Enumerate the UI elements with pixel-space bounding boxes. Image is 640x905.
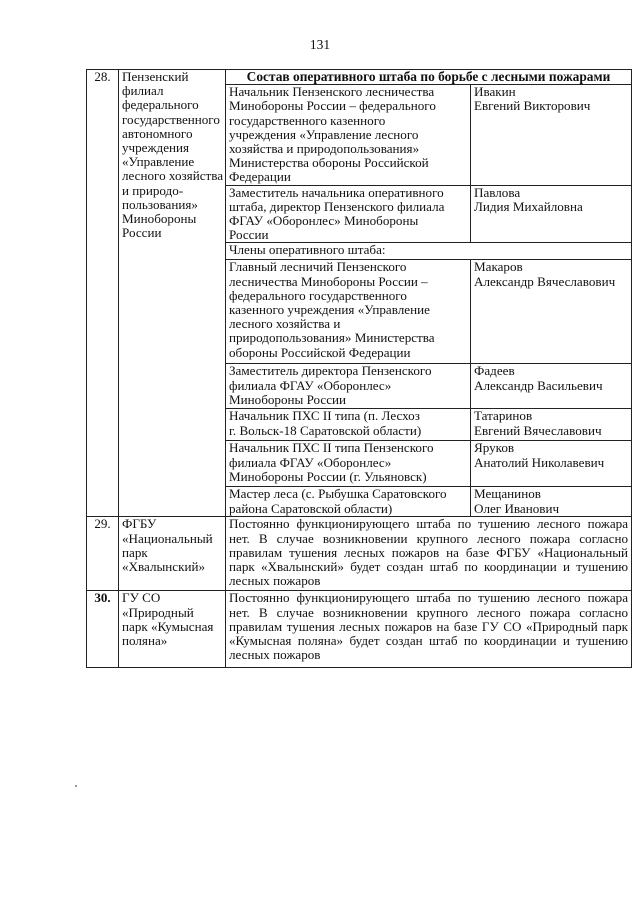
text-line: Заместитель директора Пензенского (229, 363, 432, 379)
text-line: Александр Вячеславович (474, 273, 616, 289)
text-line: России (122, 225, 162, 241)
text-line: Татаринов (474, 408, 533, 424)
text-line: автономного (122, 125, 193, 141)
name-cell (471, 185, 632, 243)
text-line: филиал (122, 83, 164, 99)
text-line: и природо- (122, 182, 184, 198)
text-line: федерального государственного (229, 287, 407, 303)
text-line: Мещанинов (474, 486, 541, 502)
text-line: Александр Васильевич (474, 377, 603, 393)
text-line: хозяйства и природопользования» (229, 141, 420, 157)
page-number: 131 (309, 37, 331, 52)
scan-artifact (75, 785, 77, 787)
text-line: Министерства обороны Российской (229, 155, 429, 171)
text-line: филиала ФГАУ «Оборонлес» (229, 377, 392, 393)
text-line: «Управление (122, 154, 195, 170)
name-cell (471, 441, 632, 487)
text-line: Фадеев (474, 363, 515, 379)
position-cell (226, 409, 471, 441)
table-row (87, 70, 632, 85)
text-line: «Национальный (122, 530, 213, 546)
text-line: Главный лесничий Пензенского (229, 259, 407, 275)
text-line: Павлова (474, 184, 521, 200)
text-line: лесничества Минобороны России – (229, 273, 428, 289)
position-cell (226, 260, 471, 364)
text-line: ФГБУ (122, 516, 157, 532)
organization-cell (119, 70, 226, 517)
position-cell (226, 487, 471, 517)
text-line: казенного учреждения «Управление (229, 302, 430, 318)
text-line: Евгений Вячеславович (474, 422, 602, 438)
text-line: Минобороны России (229, 391, 347, 407)
text-line: Ивакин (474, 84, 516, 100)
text-line: Минобороны (122, 211, 197, 227)
text-line: Макаров (474, 259, 523, 275)
text-line: г. Вольск-18 Саратовской области) (229, 422, 422, 438)
text-line: «Природный (122, 604, 194, 620)
text-line: федерального (122, 97, 199, 113)
text-line: пользования» (122, 196, 198, 212)
text-line: обороны Российской Федерации (229, 344, 411, 360)
row-number: 28. (87, 70, 119, 517)
text-line: государственного (122, 111, 220, 127)
name-cell (471, 85, 632, 185)
name-cell (471, 260, 632, 364)
text-line: Евгений Викторович (474, 98, 591, 114)
table-row (87, 591, 632, 668)
text-line: Лидия Михайловна (474, 198, 583, 214)
text-line: Пензенский (122, 69, 189, 84)
text-line: штаба, директор Пензенского филиала (229, 198, 445, 214)
position-cell (226, 441, 471, 487)
organization-cell (119, 517, 226, 591)
text-line: Начальник ПХС II типа (п. Лесхоз (229, 408, 420, 424)
text-line: парк (122, 544, 148, 560)
description-cell: Постоянно функционирующего штаба по тушению лесного пожара нет. В случае возникновении крупного лесного пожара согласно правилам тушения лесных пожаров на базе ФГБУ «Национальный парк «Хвалынский» будет создан штаб по координации и тушению лесных пожаров (226, 517, 632, 591)
text-line: России (229, 227, 269, 243)
fire-staff-table (86, 69, 632, 668)
text-line: лесного хозяйства и (229, 316, 341, 332)
text-line: ФГАУ «Оборонлес» Минобороны (229, 213, 419, 229)
members-label: Члены оперативного штаба: (226, 243, 632, 260)
text-line: Олег Иванович (474, 500, 560, 516)
text-line: Мастер леса (с. Рыбушка Саратовского (229, 486, 447, 502)
staff-composition-header: Состав оперативного штаба по борьбе с лесными пожарами (226, 70, 632, 85)
name-cell (471, 364, 632, 409)
text-line: филиала ФГАУ «Оборонлес» (229, 454, 392, 470)
position-cell (226, 185, 471, 243)
text-line: Начальник ПХС II типа Пензенского (229, 440, 434, 456)
organization-cell (119, 591, 226, 668)
text-line: Начальник Пензенского лесничества (229, 84, 435, 100)
table-row (87, 517, 632, 591)
text-line: учреждения (122, 140, 190, 156)
text-line: парк «Кумысная (122, 618, 214, 634)
text-line: поляна» (122, 633, 168, 649)
text-line: Заместитель начальника оперативного (229, 184, 444, 200)
position-cell (226, 364, 471, 409)
text-line: Анатолий Николавевич (474, 454, 605, 470)
text-line: ГУ СО (122, 590, 161, 606)
row-number: 29. (87, 517, 119, 591)
text-line: Федерации (229, 169, 291, 185)
name-cell (471, 487, 632, 517)
text-line: Яруков (474, 440, 515, 456)
row-number: 30. (87, 591, 119, 668)
text-line: района Саратовской области) (229, 500, 393, 516)
text-line: «Хвалынский» (122, 559, 206, 575)
text-line: государственного казенного (229, 112, 386, 128)
text-line: учреждения «Управление лесного (229, 126, 419, 142)
text-line: Минобороны России (г. Ульяновск) (229, 468, 427, 484)
name-cell (471, 409, 632, 441)
text-line: природопользования» Министерства (229, 330, 435, 346)
position-cell (226, 85, 471, 185)
description-cell: Постоянно функционирующего штаба по тушению лесного пожара нет. В случае возникновении крупного лесного пожара согласно правилам тушения лесных пожаров на базе ГУ СО «Природный парк «Кумысная поляна» будет создан штаб по координации и тушению лесных пожаров (226, 591, 632, 668)
text-line: лесного хозяйства (122, 168, 224, 184)
text-line: Минобороны России – федерального (229, 98, 436, 114)
